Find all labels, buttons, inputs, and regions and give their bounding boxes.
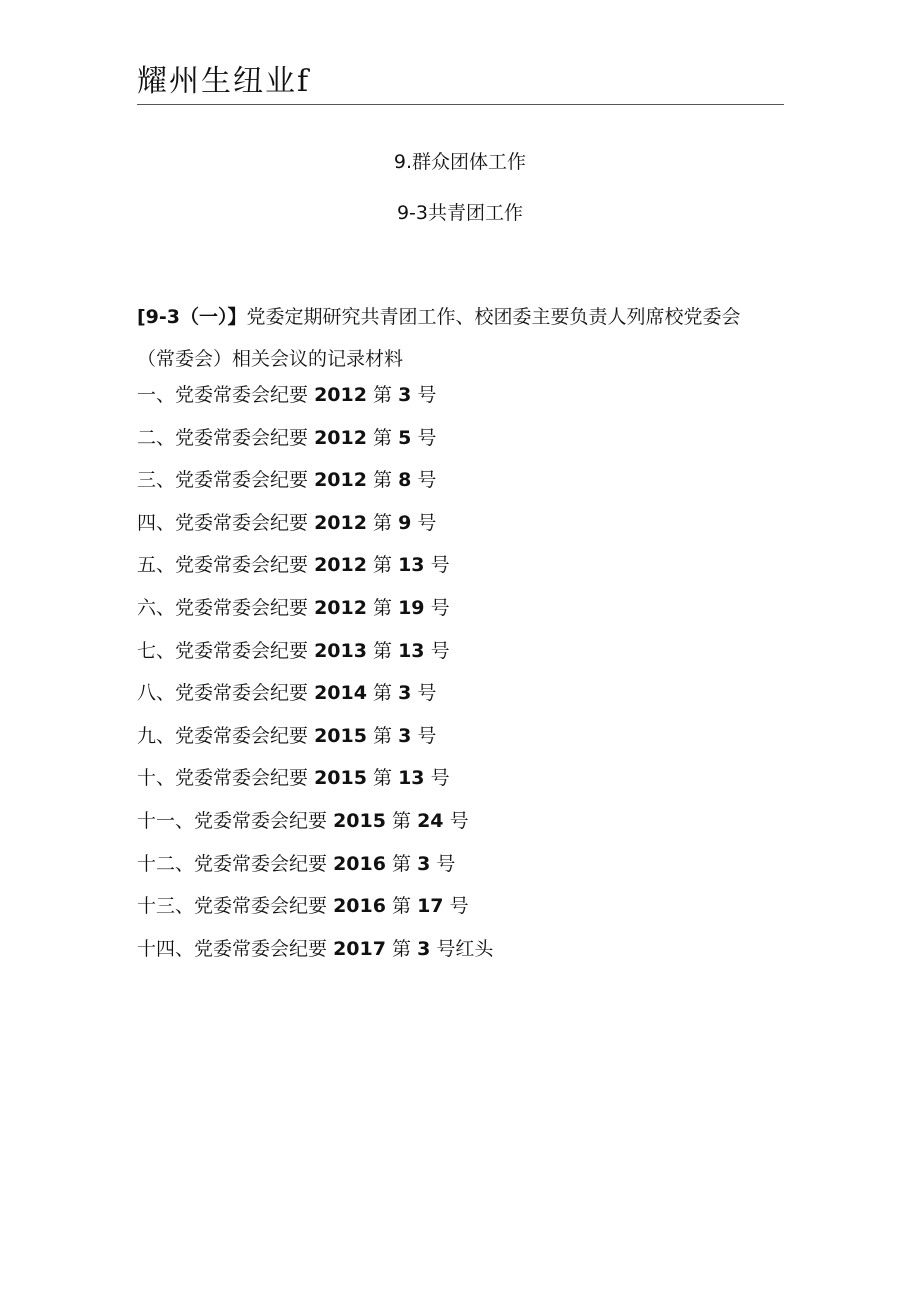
item-year: 2015 — [314, 767, 367, 790]
item-di: 第 — [392, 895, 412, 918]
item-hao: 号 — [417, 724, 437, 747]
item-no: 5 — [398, 426, 412, 449]
item-title: 党委常委会纪要 — [175, 469, 309, 492]
item-di: 第 — [373, 682, 393, 705]
item-title: 党委常委会纪要 — [175, 639, 309, 662]
item-title: 党委常委会纪要 — [175, 767, 309, 790]
list-item — [137, 936, 787, 979]
item-hao: 号红头 — [436, 937, 494, 960]
item-di: 第 — [373, 384, 393, 406]
item-title: 党委常委会纪要 — [175, 682, 309, 705]
item-number: 九、 — [137, 724, 176, 747]
item-year: 2014 — [314, 682, 367, 705]
item-number: 十二、 — [137, 852, 195, 875]
list-item — [137, 765, 787, 808]
list-item — [137, 808, 787, 851]
page-header — [137, 62, 784, 105]
item-title: 党委常委会纪要 — [175, 511, 309, 534]
item-number: 四、 — [137, 511, 176, 534]
item-hao: 号 — [449, 895, 469, 918]
intro-line1-text: 党委定期研究共青团工作、校团委主要负责人列席校党委会 — [246, 306, 741, 328]
item-no: 3 — [398, 682, 412, 705]
item-number: 六、 — [137, 596, 176, 619]
list-item — [137, 893, 787, 936]
item-di: 第 — [392, 937, 412, 960]
list-item — [137, 552, 787, 595]
item-hao: 号 — [430, 554, 450, 577]
item-number: 十三、 — [137, 895, 195, 918]
item-hao: 号 — [417, 682, 437, 705]
item-title: 党委常委会纪要 — [175, 554, 309, 577]
item-no: 9 — [398, 511, 412, 534]
intro-code: [9-3（一）】 — [137, 306, 247, 328]
item-title: 党委常委会纪要 — [194, 809, 328, 832]
item-hao: 号 — [430, 596, 450, 619]
item-di: 第 — [392, 809, 412, 832]
item-di: 第 — [373, 426, 393, 449]
item-no: 13 — [398, 554, 425, 577]
subsection-heading: 9-3共青团工作 — [396, 202, 524, 224]
item-year: 2015 — [333, 809, 386, 832]
item-hao: 号 — [430, 767, 450, 790]
item-hao: 号 — [417, 469, 437, 492]
intro-line-2: （常委会）相关会议的记录材料 — [137, 348, 404, 370]
item-no: 3 — [417, 937, 431, 960]
item-no: 3 — [398, 724, 412, 747]
item-no: 3 — [398, 384, 412, 406]
intro-line-1 — [137, 296, 787, 338]
item-title: 党委常委会纪要 — [175, 724, 309, 747]
list-item — [137, 680, 787, 723]
item-year: 2012 — [314, 596, 367, 619]
list-item — [137, 425, 787, 468]
list-item — [137, 851, 787, 894]
item-year: 2017 — [333, 937, 386, 960]
item-hao: 号 — [417, 384, 437, 406]
item-year: 2015 — [314, 724, 367, 747]
item-title: 党委常委会纪要 — [175, 596, 309, 619]
item-number: 十一、 — [137, 809, 195, 832]
item-no: 19 — [398, 596, 425, 619]
item-hao: 号 — [417, 511, 437, 534]
item-di: 第 — [392, 852, 412, 875]
item-year: 2013 — [314, 639, 367, 662]
item-di: 第 — [373, 469, 393, 492]
item-year: 2016 — [333, 895, 386, 918]
item-year: 2012 — [314, 384, 367, 406]
item-number: 五、 — [137, 554, 176, 577]
item-number: 二、 — [137, 426, 176, 449]
list-item — [137, 510, 787, 553]
item-number: 十、 — [137, 767, 176, 790]
item-number: 十四、 — [137, 937, 195, 960]
item-hao: 号 — [417, 426, 437, 449]
item-hao: 号 — [436, 852, 456, 875]
item-di: 第 — [373, 767, 393, 790]
list-item — [137, 595, 787, 638]
header-title: 耀州生纽业f — [137, 64, 311, 99]
list-item — [137, 638, 787, 681]
item-title: 党委常委会纪要 — [175, 384, 309, 406]
item-no: 8 — [398, 469, 412, 492]
item-di: 第 — [373, 511, 393, 534]
item-di: 第 — [373, 554, 393, 577]
item-year: 2012 — [314, 511, 367, 534]
item-hao: 号 — [430, 639, 450, 662]
list-item — [137, 723, 787, 766]
list-item — [137, 467, 787, 510]
item-number: 七、 — [137, 639, 176, 662]
section-heading: 9.群众团体工作 — [393, 151, 527, 173]
item-year: 2012 — [314, 469, 367, 492]
item-no: 17 — [417, 895, 444, 918]
item-title: 党委常委会纪要 — [194, 895, 328, 918]
item-year: 2016 — [333, 852, 386, 875]
item-no: 13 — [398, 767, 425, 790]
item-no: 24 — [417, 809, 444, 832]
item-di: 第 — [373, 724, 393, 747]
item-number: 一、 — [137, 384, 176, 406]
item-year: 2012 — [314, 554, 367, 577]
intro-paragraph — [137, 296, 787, 380]
item-no: 13 — [398, 639, 425, 662]
item-di: 第 — [373, 596, 393, 619]
item-title: 党委常委会纪要 — [175, 426, 309, 449]
item-title: 党委常委会纪要 — [194, 937, 328, 960]
document-list — [137, 382, 787, 978]
item-title: 党委常委会纪要 — [194, 852, 328, 875]
item-no: 3 — [417, 852, 431, 875]
item-number: 三、 — [137, 469, 176, 492]
item-hao: 号 — [449, 809, 469, 832]
list-item — [137, 382, 787, 425]
item-di: 第 — [373, 639, 393, 662]
item-year: 2012 — [314, 426, 367, 449]
item-number: 八、 — [137, 682, 176, 705]
